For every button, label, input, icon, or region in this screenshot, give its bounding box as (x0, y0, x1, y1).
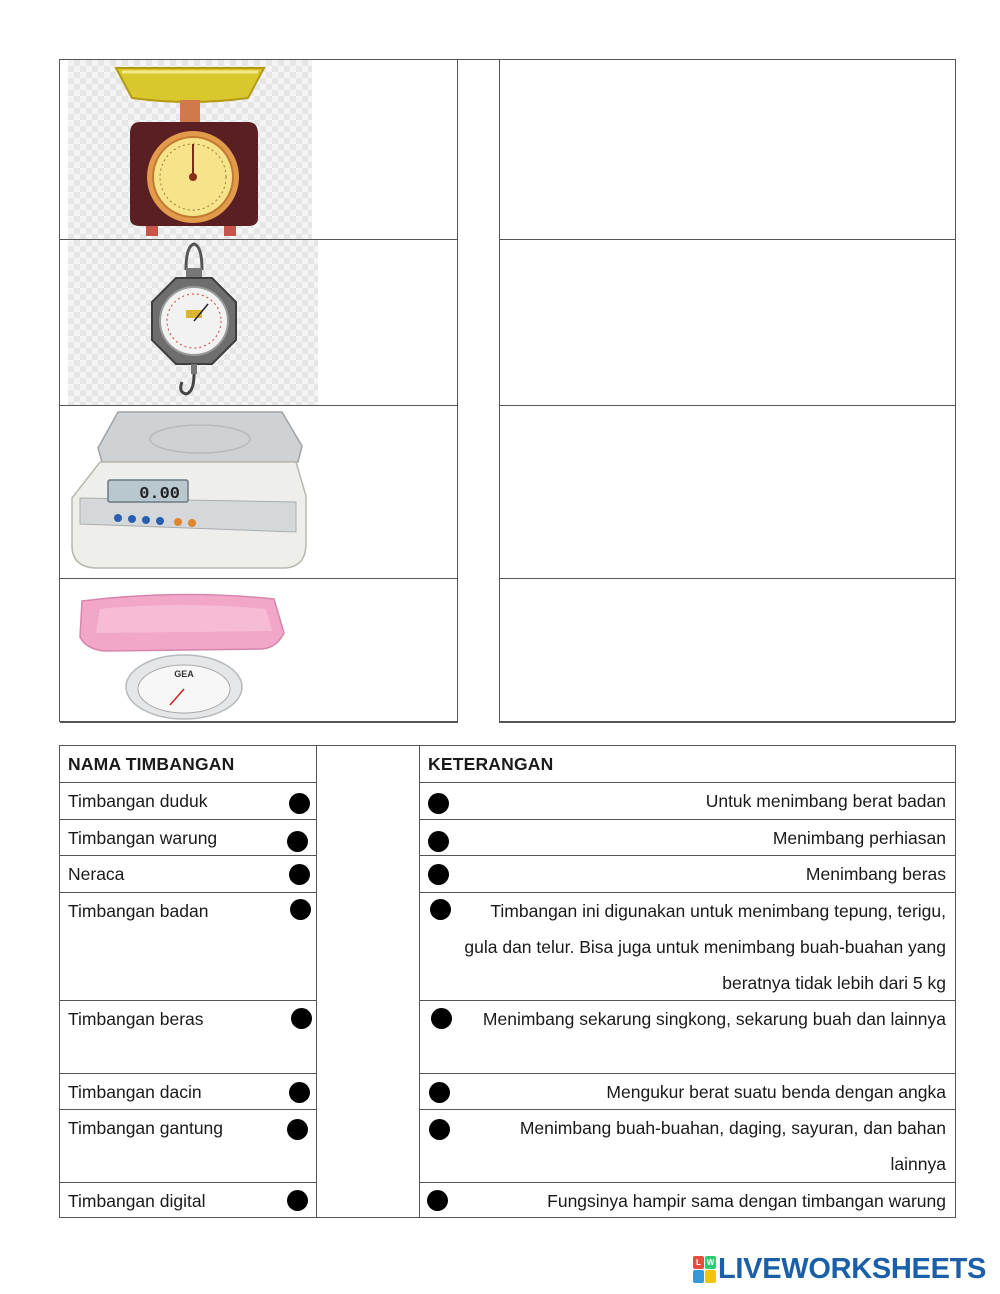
digital-scale-image (60, 406, 458, 578)
name-cell (60, 856, 316, 893)
scale-display-readout: 0.00 (139, 485, 180, 504)
match-dot-left[interactable] (289, 793, 310, 814)
baby-scale-image (60, 579, 458, 722)
name-cell (60, 1001, 316, 1074)
name-label: Timbangan digital (68, 1191, 206, 1211)
description-text: Menimbang beras (805, 864, 946, 884)
match-dot-right[interactable] (428, 831, 449, 852)
kitchen-scale-image (60, 60, 458, 239)
description-cell (420, 856, 955, 893)
name-cell (60, 1110, 316, 1183)
name-label: Timbangan badan (68, 901, 209, 921)
connector-column (317, 746, 420, 1217)
answer-drop-cell[interactable] (500, 579, 955, 722)
logo-text: LIVEWORKSHEETS (718, 1252, 987, 1285)
picture-table (59, 59, 956, 722)
picture-cell (60, 579, 458, 722)
name-cell (60, 1183, 316, 1219)
descriptions-column (420, 746, 955, 1217)
picture-row (60, 406, 955, 579)
match-dot-left[interactable] (287, 1190, 308, 1211)
match-dot-right[interactable] (427, 1190, 448, 1211)
description-cell (420, 1183, 955, 1219)
match-dot-left[interactable] (291, 1008, 312, 1029)
name-cell (60, 783, 316, 820)
description-cell (420, 893, 955, 1001)
descriptions-header: KETERANGAN (420, 746, 955, 783)
match-dot-left[interactable] (289, 864, 310, 885)
description-cell (420, 783, 955, 820)
description-text: Menimbang buah-buahan, daging, sayuran, dan bahan lainnya (519, 1118, 946, 1174)
match-dot-left[interactable] (287, 831, 308, 852)
name-label: Timbangan beras (68, 1009, 204, 1029)
match-dot-left[interactable] (289, 1082, 310, 1103)
match-dot-left[interactable] (290, 899, 311, 920)
match-dot-right[interactable] (428, 793, 449, 814)
match-dot-right[interactable] (428, 864, 449, 885)
names-column (60, 746, 317, 1217)
description-cell (420, 1110, 955, 1183)
names-header: NAMA TIMBANGAN (60, 746, 316, 783)
name-label: Timbangan duduk (68, 791, 208, 811)
matching-table (59, 745, 956, 1218)
picture-row (60, 60, 955, 240)
answer-drop-cell[interactable] (500, 60, 955, 239)
logo-icon-letter: L (693, 1256, 704, 1269)
description-cell (420, 820, 955, 856)
name-cell (60, 1074, 316, 1110)
answer-middle-cell[interactable] (458, 60, 500, 579)
picture-cell (60, 240, 458, 405)
baby-scale-brand: GEA (174, 669, 194, 679)
picture-row (60, 240, 955, 406)
picture-row (60, 579, 955, 723)
answer-drop-cell[interactable] (500, 240, 955, 405)
hanging-scale-image (60, 240, 458, 405)
picture-cell (60, 60, 458, 239)
description-text: Fungsinya hampir sama dengan timbangan warung (547, 1191, 946, 1211)
liveworksheets-logo[interactable] (693, 1254, 986, 1284)
description-text: Untuk menimbang berat badan (705, 791, 946, 811)
match-dot-right[interactable] (430, 899, 451, 920)
name-label: Timbangan warung (68, 828, 218, 848)
name-cell (60, 820, 316, 856)
description-text: Mengukur berat suatu benda dengan angka (606, 1082, 946, 1102)
name-label: Timbangan dacin (68, 1082, 202, 1102)
match-dot-left[interactable] (287, 1119, 308, 1140)
description-text: Menimbang perhiasan (772, 828, 946, 848)
match-dot-right[interactable] (429, 1082, 450, 1103)
picture-cell (60, 406, 458, 578)
match-dot-right[interactable] (431, 1008, 452, 1029)
description-text: Timbangan ini digunakan untuk menimbang tepung, terigu, gula dan telur. Bisa juga untuk menimbang buah-buahan yang beratnya tidak lebih dari 5 kg (464, 901, 946, 993)
answer-drop-cell[interactable] (500, 406, 955, 578)
answer-middle-cell[interactable] (458, 579, 500, 723)
description-cell (420, 1074, 955, 1110)
name-cell (60, 893, 316, 1001)
name-label: Timbangan gantung (68, 1118, 224, 1138)
description-cell (420, 1001, 955, 1074)
logo-icon-letter: W (706, 1258, 715, 1267)
description-text: Menimbang sekarung singkong, sekarung buah dan lainnya (482, 1009, 946, 1029)
match-dot-right[interactable] (429, 1119, 450, 1140)
liveworksheets-icon (693, 1256, 715, 1282)
name-label: Neraca (68, 864, 125, 884)
